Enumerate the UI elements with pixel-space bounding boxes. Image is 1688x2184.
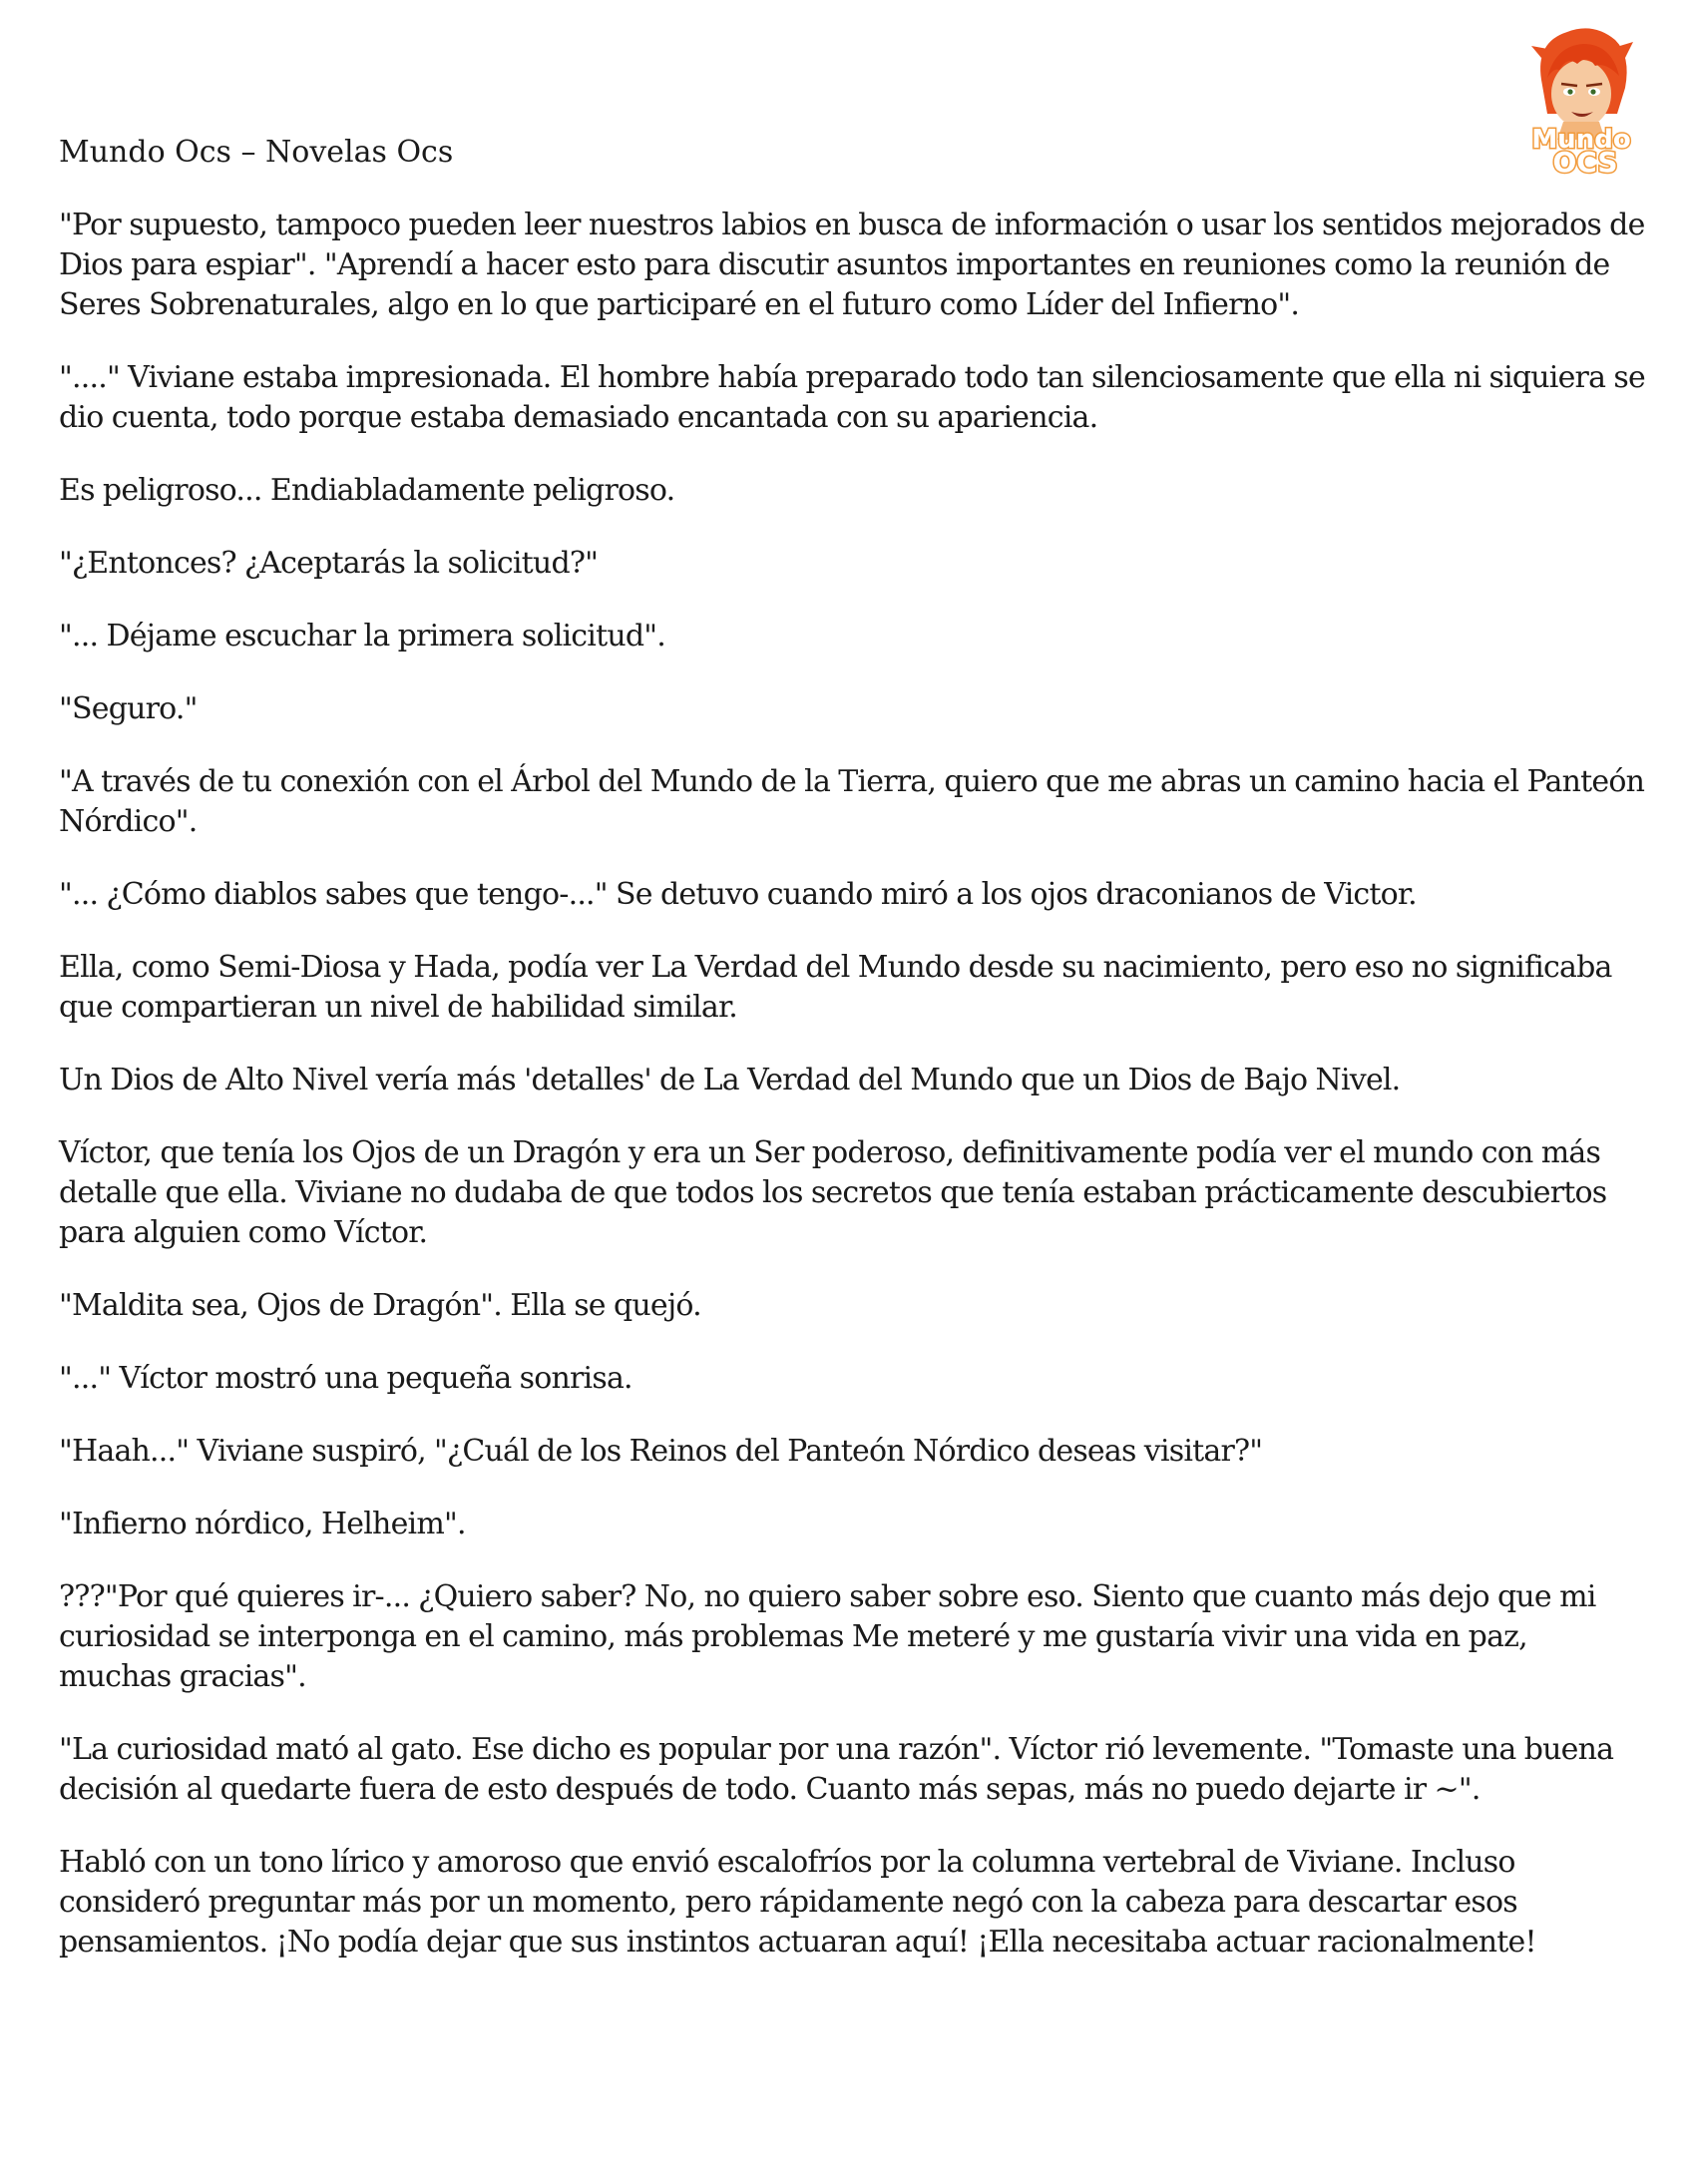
mundo-ocs-logo: [1501, 18, 1661, 178]
paragraph: "Haah..." Viviane suspiró, "¿Cuál de los Reinos del Panteón Nórdico deseas visitar?": [59, 1434, 1263, 1469]
paragraph: "... Déjame escuchar la primera solicitud".: [59, 619, 666, 654]
paragraph: "...." Viviane estaba impresionada. El hombre había preparado todo tan silenciosamente que ella ni siquiera se dio cuenta, todo porque estaba demasiado encantada con su apariencia.: [59, 360, 1645, 435]
paragraph: Víctor, que tenía los Ojos de un Dragón y era un Ser poderoso, definitivamente podía ver el mundo con más detalle que ella. Viviane no dudaba de que todos los secretos que tenía estaban prácticamente descubiertos para alguien como Víctor.: [59, 1135, 1607, 1250]
paragraph: "..." Víctor mostró una pequeña sonrisa.: [59, 1361, 633, 1396]
paragraph: ???"Por qué quieres ir-... ¿Quiero saber? No, no quiero saber sobre eso. Siento que cuanto más dejo que mi curiosidad se interponga en el camino, más problemas Me meteré y me gustaría vivir una vida en paz, muchas gracias".: [59, 1579, 1596, 1694]
paragraph: "Por supuesto, tampoco pueden leer nuestros labios en busca de información o usar los sentidos mejorados de Dios para espiar". "Aprendí a hacer esto para discutir asuntos importantes en reuniones como la reunión de Seres Sobrenaturales, algo en lo que participaré en el futuro como Líder del Infierno".: [59, 208, 1645, 322]
paragraph: "Maldita sea, Ojos de Dragón". Ella se quejó.: [59, 1288, 701, 1323]
paragraph: "A través de tu conexión con el Árbol del Mundo de la Tierra, quiero que me abras un camino hacia el Panteón Nórdico".: [59, 764, 1645, 839]
anime-character-logo-icon: [1501, 18, 1661, 178]
paragraph: Ella, como Semi-Diosa y Hada, podía ver La Verdad del Mundo desde su nacimiento, pero eso no significaba que compartieran un nivel de habilidad similar.: [59, 950, 1612, 1025]
paragraph: "¿Entonces? ¿Aceptarás la solicitud?": [59, 546, 599, 581]
page-header-title: Mundo Ocs – Novelas Ocs: [59, 135, 454, 170]
logo-text-ocs: OCS: [1552, 146, 1618, 178]
logo-text-mundo: Mundo: [1531, 125, 1631, 155]
paragraph: "... ¿Cómo diablos sabes que tengo-..." Se detuvo cuando miró a los ojos draconianos de Victor.: [59, 877, 1417, 912]
paragraph: "La curiosidad mató al gato. Ese dicho es popular por una razón". Víctor rió levemente. "Tomaste una buena decisión al quedarte fuera de esto después de todo. Cuanto más sepas, más no puedo dejarte ir ~".: [59, 1732, 1614, 1807]
document-body: [59, 206, 1645, 1995]
paragraph: Un Dios de Alto Nivel vería más 'detalles' de La Verdad del Mundo que un Dios de Bajo Nivel.: [59, 1063, 1401, 1097]
paragraph: Habló con un tono lírico y amoroso que envió escalofríos por la columna vertebral de Viviane. Incluso consideró preguntar más por un momento, pero rápidamente negó con la cabeza para descartar esos pensamientos. ¡No podía dejar que sus instintos actuaran aquí! ¡Ella necesitaba actuar racionalmente!: [59, 1845, 1536, 1960]
paragraph: "Seguro.": [59, 691, 198, 726]
paragraph: "Infierno nórdico, Helheim".: [59, 1507, 466, 1541]
paragraph: Es peligroso... Endiabladamente peligroso.: [59, 473, 675, 508]
